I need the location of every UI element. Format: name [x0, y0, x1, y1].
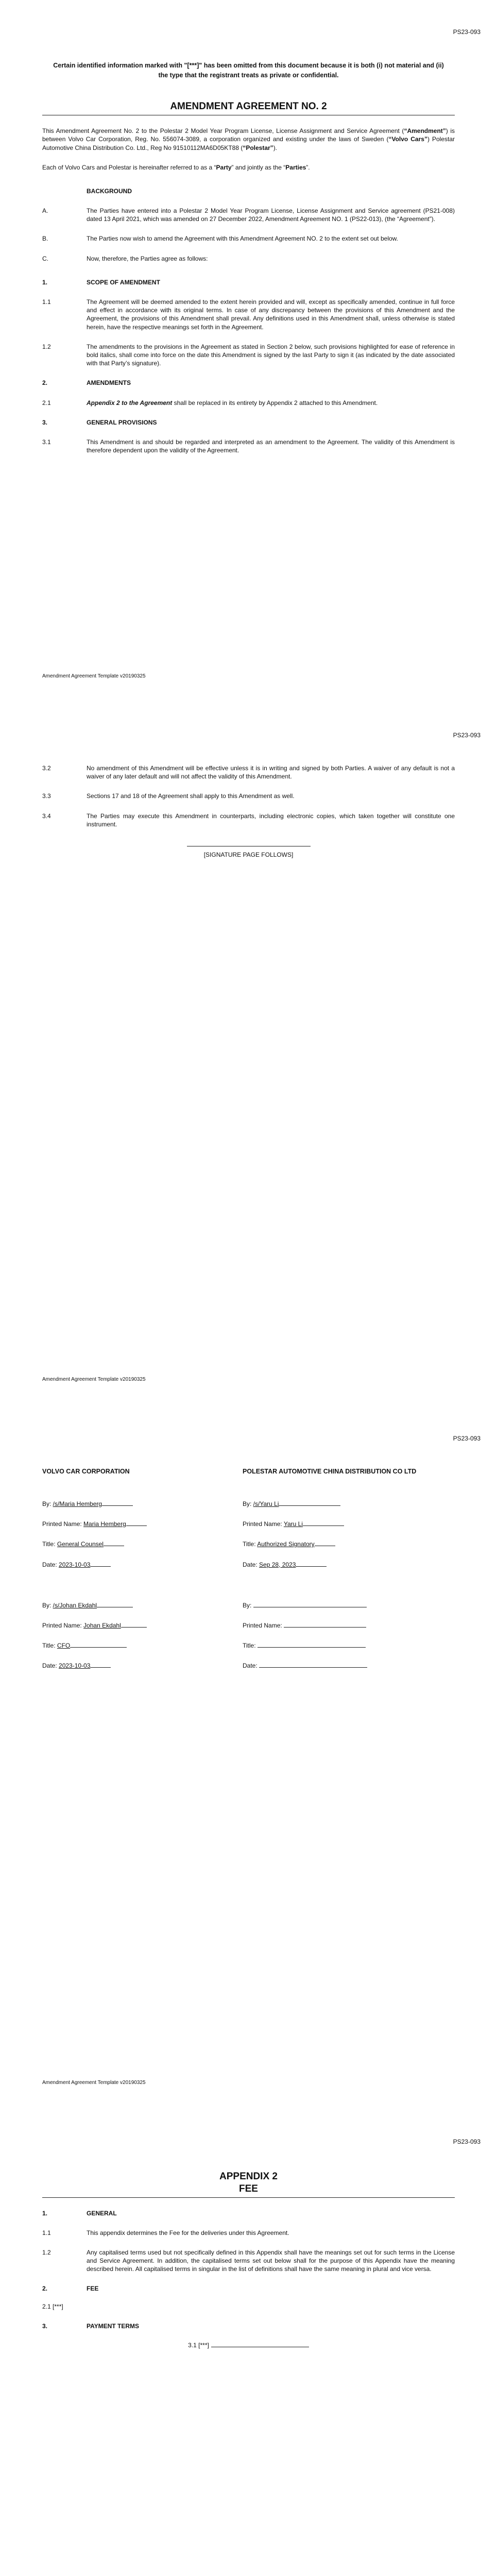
signature-printed-name-blank: Printed Name:	[243, 1621, 431, 1630]
background-item-b: B. The Parties now wish to amend the Agreement with this Amendment Agreement NO. 2 to the extent set out below.	[42, 235, 398, 243]
signature-printed-name: Printed Name: Yaru Li	[243, 1519, 431, 1528]
signature-by-blank: By:	[243, 1601, 431, 1609]
signature-by: By: /s/Maria Hemberg	[42, 1499, 230, 1508]
page-code: PS23-093	[453, 1435, 481, 1442]
page-2	[0, 703, 497, 1406]
signature-date-blank: Date:	[243, 1661, 431, 1670]
appendix-section-1-heading: 1. GENERAL	[42, 2209, 117, 2217]
signature-title: Title: General Counsel	[42, 1539, 230, 1548]
page-code: PS23-093	[453, 732, 481, 739]
omission-notice: Certain identified information marked with "[***]" has been omitted from this document because it is both (i) not material and (ii) the type that the registrant treats as private or confidential.	[53, 62, 444, 79]
signature-title: Title: Authorized Signatory	[243, 1539, 431, 1548]
signature-page-follows: [SIGNATURE PAGE FOLLOWS]	[203, 851, 294, 858]
appendix-clause-2-1: 2.1 [***]	[42, 2302, 63, 2310]
appendix-clause-3-1: 3.1 [***]	[42, 2341, 455, 2349]
template-footer: Amendment Agreement Template v20190325	[42, 1376, 146, 1382]
template-footer: Amendment Agreement Template v20190325	[42, 673, 146, 679]
appendix-section-3-heading: 3. PAYMENT TERMS	[42, 2322, 140, 2330]
background-item-c: C. Now, therefore, the Parties agree as follows:	[42, 255, 208, 262]
signature-by: By: /s/Johan Ekdahl	[42, 1601, 230, 1609]
signature-column-volvo	[42, 1467, 230, 1670]
clause-1-1: 1.1 The Agreement will be deemed amended to the extent herein provided and will, except as specifically amended, continue in full force and effect in accordance with its original terms. In case of any discrepancy between the provisions of this Amendment and the Agreement, the provisions of this Amendment shall prevail. Any definitions used in this Amendment shall, unless otherwise is stated herein, have the respective meanings set forth in the Agreement.	[42, 298, 455, 331]
signature-date: Date: 2023-10-03	[42, 1661, 230, 1670]
signature-date: Date: 2023-10-03	[42, 1560, 230, 1569]
signature-title-blank: Title:	[243, 1641, 431, 1650]
background-heading: BACKGROUND	[87, 187, 132, 195]
signature-title: Title: CFO	[42, 1641, 230, 1650]
page-4-appendix	[0, 2110, 497, 2576]
page-code: PS23-093	[453, 28, 481, 36]
clause-2-1: 2.1 Appendix 2 to the Agreement shall be replaced in its entirety by Appendix 2 attached to this Amendment.	[42, 399, 378, 406]
background-item-a: A. The Parties have entered into a Polestar 2 Model Year Program License, License Assignment and Service agreement (PS21-008) dated 13 April 2021, which was amended on 27 December 2022, Amendment Agreement NO. 1 (PS22-013), (the “Agreement”).	[42, 207, 455, 223]
company-name: POLESTAR AUTOMOTIVE CHINA DISTRIBUTION CO LTD	[243, 1468, 417, 1475]
signature-column-polestar	[243, 1467, 431, 1670]
signature-grid	[42, 1467, 455, 1670]
page-code: PS23-093	[453, 2138, 481, 2145]
page-1	[0, 0, 497, 703]
intro-paragraph-definitions: Each of Volvo Cars and Polestar is hereinafter referred to as a “Party” and jointly as the “Parties”.	[42, 163, 310, 171]
company-name: VOLVO CAR CORPORATION	[42, 1468, 130, 1475]
appendix-title: APPENDIX 2 FEE	[42, 2171, 455, 2198]
signature-by: By: /s/Yaru Li	[243, 1499, 431, 1508]
section-2-heading: 2. AMENDMENTS	[42, 379, 131, 387]
clause-3-4: 3.4 The Parties may execute this Amendment in counterparts, including electronic copies, which taken together will constitute one instrument.	[42, 812, 455, 828]
clause-3-3: 3.3 Sections 17 and 18 of the Agreement shall apply to this Amendment as well.	[42, 792, 295, 800]
appendix-section-2-heading: 2. FEE	[42, 2285, 99, 2293]
clause-1-2: 1.2 The amendments to the provisions in the Agreement as stated in Section 2 below, such provisions highlighted for ease of reference in bold italics, shall come into force on the date this Amendment is signed by the last Party to sign it (as indicated by the date associated with that Party’s signature).	[42, 343, 455, 367]
section-1-heading: 1. SCOPE OF AMENDMENT	[42, 278, 160, 286]
signature-printed-name: Printed Name: Johan Ekdahl	[42, 1621, 230, 1630]
clause-3-2: 3.2 No amendment of this Amendment will be effective unless it is in writing and signed by both Parties. A waiver of any default is not a waiver of any later default and will not affect the validity of this Amendment.	[42, 765, 455, 781]
signature-date: Date: Sep 28, 2023	[243, 1560, 431, 1569]
document-title: AMENDMENT AGREEMENT NO. 2	[42, 100, 455, 116]
section-3-heading: 3. GENERAL PROVISIONS	[42, 418, 157, 426]
appendix-clause-1-2: 1.2 Any capitalised terms used but not specifically defined in this Appendix shall have the meanings set out for such terms in the License and Service Agreement. In addition, the capitalised terms set out below shall for the purpose of this Appendix have the meaning described herein. All capitalised terms in singular in the list of definitions shall have the same meaning in plural and vice versa.	[42, 2248, 455, 2273]
template-footer: Amendment Agreement Template v20190325	[42, 2079, 146, 2086]
clause-3-1: 3.1 This Amendment is and should be regarded and interpreted as an amendment to the Agreement. The validity of this Amendment is therefore dependent upon the validity of the Agreement.	[42, 438, 455, 454]
page-3-signatures	[0, 1406, 497, 2110]
intro-paragraph-parties: This Amendment Agreement No. 2 to the Polestar 2 Model Year Program License, License Assignment and Service Agreement (“Amendment”) is between Volvo Car Corporation, Reg. No. 556074-3089, a corporation organized and existing under the laws of Sweden (“Volvo Cars”) Polestar Automotive China Distribution Co. Ltd., Reg No 91510112MA6D05KT88 (“Polestar”).	[42, 127, 455, 151]
signature-printed-name: Printed Name: Maria Hemberg	[42, 1519, 230, 1528]
appendix-clause-1-1: 1.1 This appendix determines the Fee for the deliveries under this Agreement.	[42, 2229, 289, 2236]
